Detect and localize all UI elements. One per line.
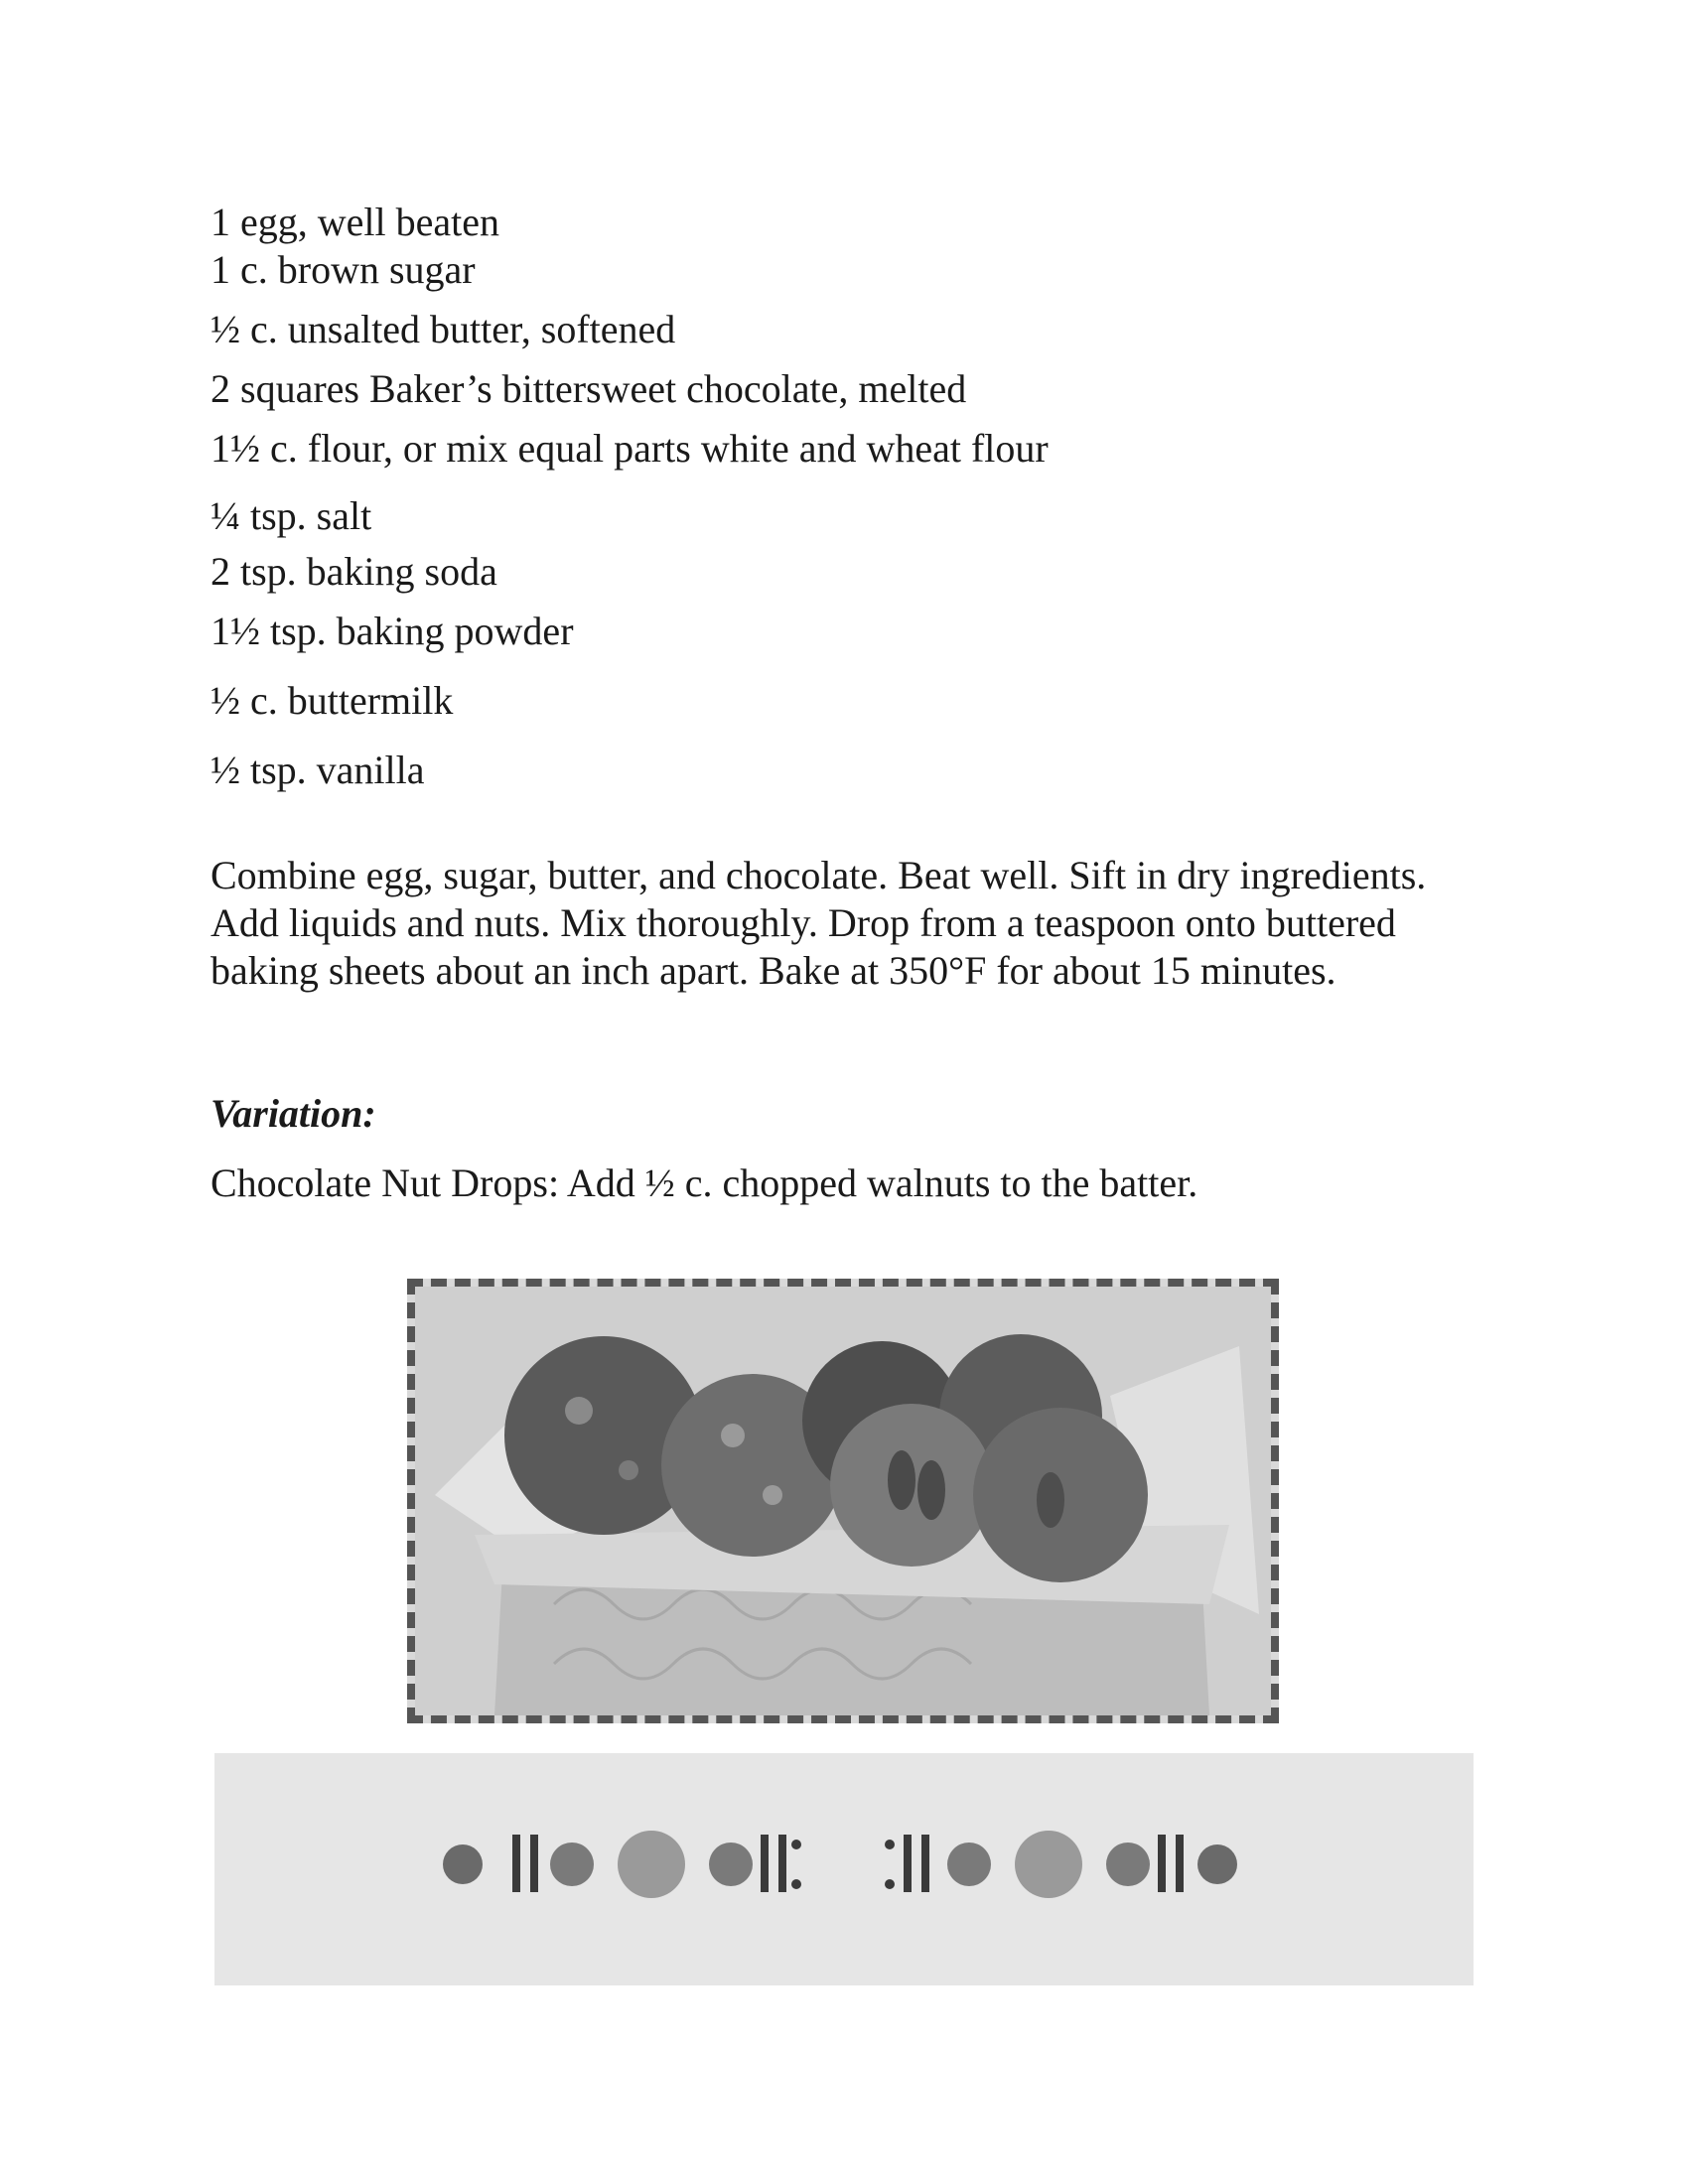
cookies-in-box-photo xyxy=(407,1279,1279,1723)
ingredient-item: ½ c. unsalted butter, softened xyxy=(211,307,676,351)
ingredient-item: 2 squares Baker’s bittersweet chocolate, melted xyxy=(211,366,967,411)
ingredient-item: 2 tsp. baking soda xyxy=(211,549,497,594)
variation-heading: Variation: xyxy=(211,1091,376,1136)
ingredient-item: ¼ tsp. salt xyxy=(211,493,372,538)
ingredient-item: 1½ tsp. baking powder xyxy=(211,609,574,653)
decorative-border-ornament-icon xyxy=(214,1753,1474,1985)
ingredient-item: ½ c. buttermilk xyxy=(211,678,454,723)
decorative-footer-band xyxy=(214,1753,1474,1985)
ingredient-item: ½ tsp. vanilla xyxy=(211,748,425,792)
cookies-photo-icon xyxy=(415,1287,1271,1715)
instructions-paragraph: Combine egg, sugar, butter, and chocolate. Beat well. Sift in dry ingredients. Add liquids and nuts. Mix thoroughly. Drop from a teaspoon onto buttered baking sheets about an inch apart. Bake at 350°F for about 15 minutes. xyxy=(211,853,1427,993)
variation-text: Chocolate Nut Drops: Add ½ c. chopped walnuts to the batter. xyxy=(211,1160,1198,1205)
ingredient-item: 1 egg, well beaten xyxy=(211,200,499,244)
ingredient-item: 1½ c. flour, or mix equal parts white and wheat flour xyxy=(211,426,1049,471)
ingredient-item: 1 c. brown sugar xyxy=(211,247,476,292)
